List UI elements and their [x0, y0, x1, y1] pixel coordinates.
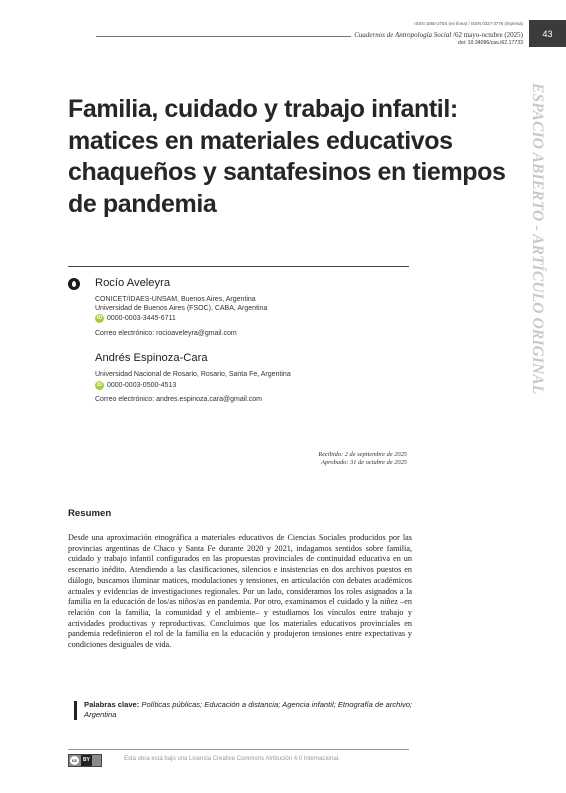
orcid-icon: iD	[97, 315, 102, 321]
author-email[interactable]: Correo electrónico: andres.espinoza.cara@gmail.com	[95, 396, 263, 403]
author-affiliation: Universidad de Buenos Aires (FSOC), CABA, Argentina	[95, 304, 268, 312]
author-affiliation: CONICET/IDAES-UNSAM, Buenos Aires, Argentina	[95, 296, 256, 303]
doi-link[interactable]: doi: 10.34096/cas.i62.17733	[457, 40, 523, 46]
title-rule	[68, 266, 409, 267]
author-orcid[interactable]	[95, 381, 176, 390]
page-number: 43	[529, 20, 566, 47]
author-name: Rocío Aveleyra	[95, 277, 171, 289]
title-line: de pandemia	[68, 189, 217, 218]
journal-issue: /62 mayo-octubre (2025)	[451, 31, 523, 39]
orcid-id[interactable]: 0000-0003-3445-6711	[107, 315, 176, 322]
cc-by-badge[interactable]	[68, 754, 102, 767]
author-name: Andrés Espinoza-Cara	[95, 352, 208, 364]
keywords-list: Políticas públicas; Educación a distancia; Agencia infantil; Etnografía de archivo; Argentina	[84, 700, 413, 719]
orcid-icon: iD	[97, 382, 102, 388]
article-title	[68, 94, 518, 220]
abstract-heading: Resumen	[68, 508, 112, 519]
journal-citation	[351, 31, 523, 39]
author-affiliation: Universidad Nacional de Rosario, Rosario, Santa Fe, Argentina	[95, 371, 291, 378]
author-orcid[interactable]	[95, 314, 176, 323]
creative-commons-icon: cc	[71, 758, 77, 763]
received-date: Recibido: 2 de septiembre de 2025	[318, 451, 407, 458]
keywords-label: Palabras clave:	[84, 700, 140, 709]
pen-nib-icon	[68, 278, 80, 290]
keywords	[84, 700, 414, 719]
issn: ISSN 1850-275X (en línea) / ISSN 0327-3776 (impresa)	[414, 21, 523, 26]
title-line: chaqueños y santafesinos en tiempos	[68, 158, 506, 186]
section-label-text: ESPACIO ABIERTO - ARTÍCULO ORIGINAL	[529, 83, 546, 395]
title-line: matices en materiales educativos	[68, 126, 453, 155]
author-email[interactable]: Correo electrónico: rocioaveleyra@gmail.com	[95, 330, 237, 337]
journal-name: Cuadernos de Antropología Social	[354, 31, 452, 39]
footer-rule	[68, 749, 409, 750]
abstract-text: Desde una aproximación etnográfica a materiales educativos de Ciencias Sociales producidos por las provincias argentinas de Chaco y Santa Fe durante 2020 y 2021, indagamos sentidos sobre familia, cuidado y trabajo infantil configurados en las propuestas provinciales de continuidad educativa en un escenario inédito. Atendiendo a las clasificaciones, silencios e insistencias en dos archivos puestos en diálogo, buscamos iluminar matices, modulaciones y tensiones, en articulación con debates académicos actuales y evidencias de investigaciones regionales. Por un lado, consideramos los roles asignados a la familia en la educación de los/as niños/as en pandemia. Por otro, examinamos el cuidado y la niñez –en relación con la familia, la comunidad y el ambiente– y estudiamos los vínculos entre trabajo y actividades productivas y reproductivas. Concluimos que los materiales educativos provinciales en pandemia redefinieron el rol de la familia en la educación y produjeron tensiones entre expectativas y condiciones desiguales de vida.	[68, 533, 412, 650]
approved-date: Aprobado: 31 de octubre de 2025	[321, 459, 407, 467]
keywords-bar	[74, 701, 77, 720]
license-text: Esta obra está bajo una Licencia Creative Commons Atribución 4.0 Internacional.	[124, 756, 340, 762]
orcid-id[interactable]: 0000-0003-0500-4513	[107, 382, 177, 389]
title-line: Familia, cuidado y trabajo infantil:	[68, 95, 458, 123]
by-label: BY	[81, 755, 92, 766]
submission-dates	[318, 451, 407, 468]
